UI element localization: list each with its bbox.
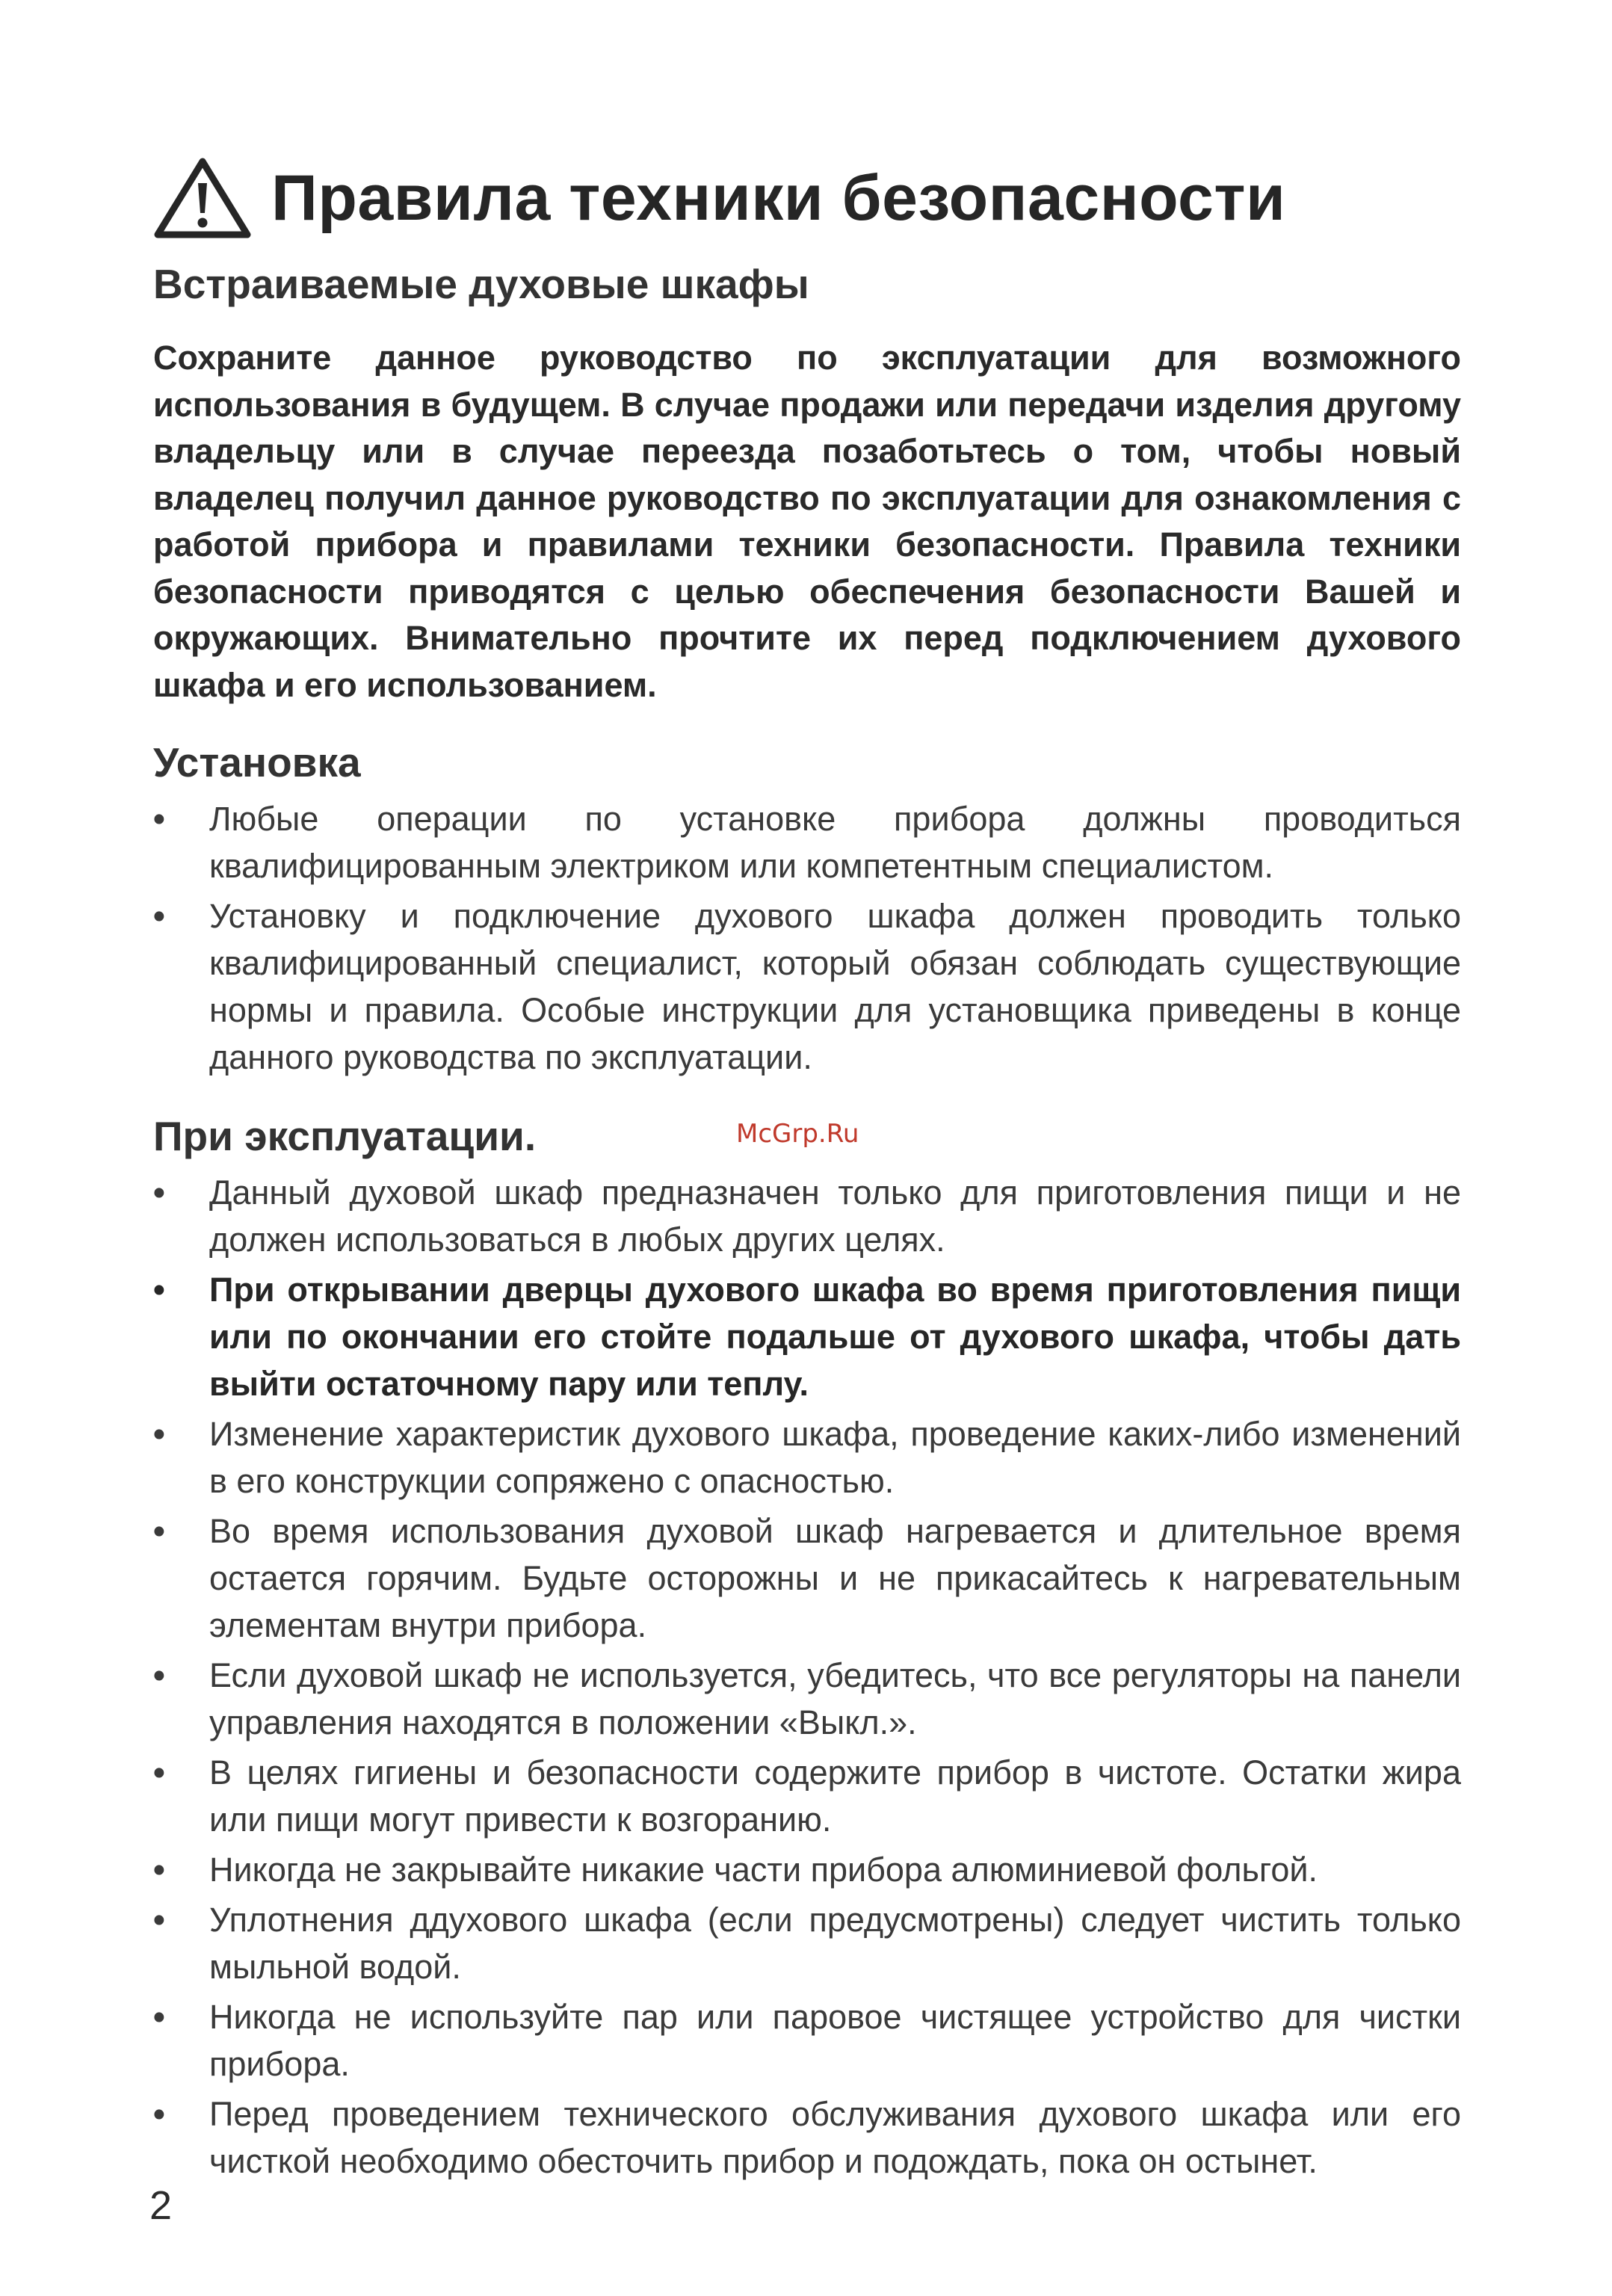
- list-item: [153, 1846, 1461, 1893]
- intro-paragraph: Сохраните данное руководство по эксплуатации для возможного использования в будущем. В случае продажи или передачи изделия другому владельцу или в случае переезда позаботьтесь о том, чтобы новый владелец получил данное руководство по эксплуатации для ознакомления с работой прибора и правилами техники безопасности. Правила техники безопасности приводятся с целью обеспечения безопасности Вашей и окружающих. Внимательно прочтите их перед подключением духового шкафа и его использованием.: [153, 339, 1461, 704]
- title-row: [153, 157, 1461, 239]
- bullet-marker: •: [153, 2095, 165, 2133]
- section-heading-installation: Установка: [153, 739, 361, 786]
- list-item: [153, 1749, 1461, 1843]
- usage-list: [153, 1169, 1461, 2185]
- bullet-marker: •: [153, 1512, 165, 1550]
- list-item-text: Никогда не используйте пар или паровое чистящее устройство для чистки прибора.: [209, 1998, 1461, 2083]
- list-item: [153, 795, 1461, 889]
- installation-list: [153, 795, 1461, 1081]
- list-item-text: Уплотнения ддухового шкафа (если предусмотрены) следует чистить только мыльной водой.: [209, 1901, 1461, 1986]
- manual-page: [153, 157, 1461, 2188]
- list-item-text: В целях гигиены и безопасности содержите прибор в чистоте. Остатки жира или пищи могут привести к возгоранию.: [209, 1753, 1461, 1839]
- list-item-text: Изменение характеристик духового шкафа, проведение каких-либо изменений в его конструкции сопряжено с опасностью.: [209, 1415, 1461, 1500]
- list-item-text: Данный духовой шкаф предназначен только для приготовления пищи и не должен использоваться в любых других целях.: [209, 1173, 1461, 1259]
- list-item: [153, 2090, 1461, 2185]
- section-heading-built-in: Встраиваемые духовые шкафы: [153, 261, 809, 307]
- section-heading-usage: При эксплуатации.: [153, 1113, 537, 1159]
- list-item-text: Любые операции по установке прибора должны проводиться квалифицированным электриком или компетентным специалистом.: [209, 800, 1461, 885]
- bullet-marker: •: [153, 1998, 165, 2036]
- warning-triangle-icon: [153, 156, 252, 240]
- list-item: [153, 1169, 1461, 1263]
- list-item: [153, 1896, 1461, 1990]
- list-item-text: При открывании дверцы духового шкафа во время приготовления пищи или по окончании его стойте подальше от духового шкафа, чтобы дать выйти остаточному пару или теплу.: [209, 1271, 1461, 1403]
- bullet-marker: •: [153, 800, 165, 838]
- list-item: [153, 1410, 1461, 1505]
- list-item: [153, 1993, 1461, 2087]
- bullet-marker: •: [153, 1415, 165, 1453]
- bullet-marker: •: [153, 1753, 165, 1792]
- watermark-label: McGrp.Ru: [736, 1119, 859, 1149]
- page-number: 2: [149, 2183, 173, 2228]
- list-item-text: Если духовой шкаф не используется, убедитесь, что все регуляторы на панели управления находятся в положении «Выкл.».: [209, 1656, 1461, 1741]
- list-item: [153, 892, 1461, 1081]
- bullet-marker: •: [153, 1173, 165, 1212]
- list-item-text: Перед проведением технического обслуживания духового шкафа или его чисткой необходимо обесточить прибор и подождать, пока он остынет.: [209, 2095, 1461, 2180]
- list-item-text: Установку и подключение духового шкафа должен проводить только квалифицированный специалист, который обязан соблюдать существующие нормы и правила. Особые инструкции для установщика приведены в конце данного руководства по эксплуатации.: [209, 897, 1461, 1076]
- bullet-marker: •: [153, 1656, 165, 1694]
- list-item: [153, 1652, 1461, 1746]
- bullet-marker: •: [153, 1271, 165, 1309]
- bullet-marker: •: [153, 897, 165, 935]
- list-item-text: Никогда не закрывайте никакие части прибора алюминиевой фольгой.: [209, 1851, 1318, 1889]
- list-item-text: Во время использования духовой шкаф нагревается и длительное время остается горячим. Будьте осторожны и не прикасайтесь к нагревательным элементам внутри прибора.: [209, 1512, 1461, 1644]
- list-item-bold: [153, 1266, 1461, 1407]
- list-item: [153, 1507, 1461, 1649]
- bullet-marker: •: [153, 1901, 165, 1939]
- page-title: Правила техники безопасности: [271, 161, 1286, 234]
- bullet-marker: •: [153, 1851, 165, 1889]
